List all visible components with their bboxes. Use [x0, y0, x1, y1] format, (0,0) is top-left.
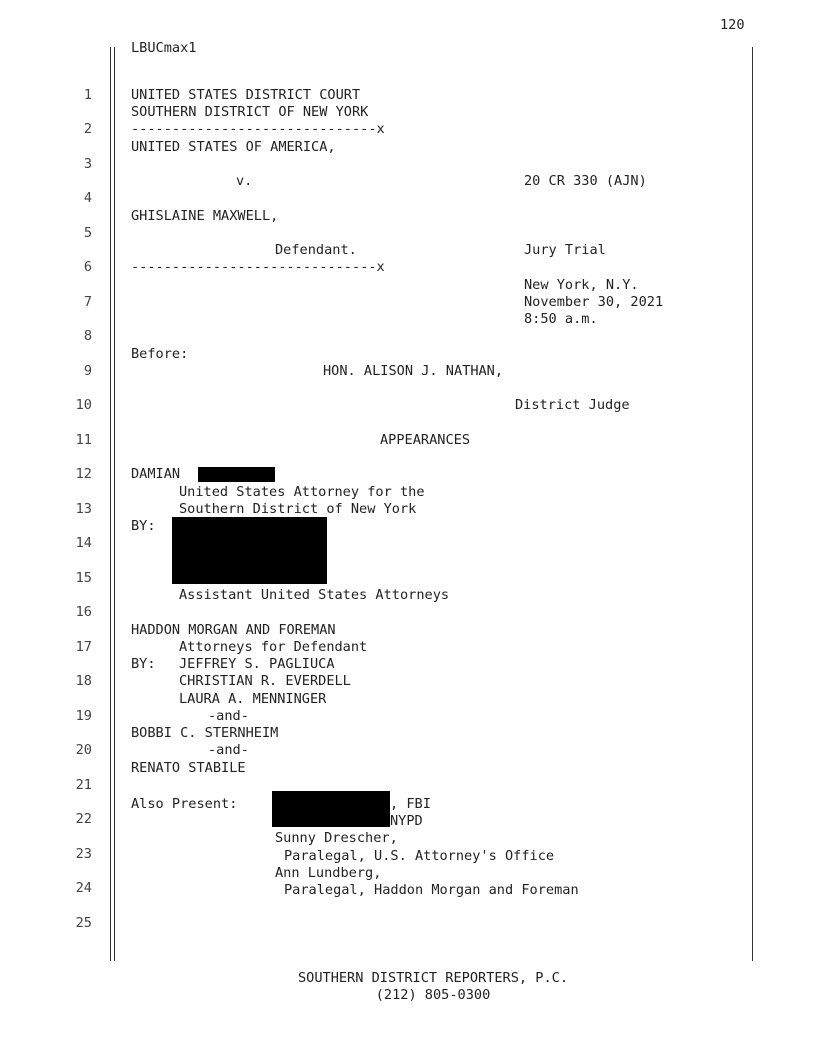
line-number: 21: [75, 777, 92, 793]
court-name: UNITED STATES DISTRICT COURT: [131, 87, 361, 103]
additional-counsel: RENATO STABILE: [131, 760, 246, 776]
left-margin-rule-outer: [110, 47, 111, 961]
us-attorney-role-line2: Southern District of New York: [179, 501, 417, 517]
page-number: 120: [720, 17, 745, 33]
line-number: 5: [83, 225, 92, 241]
hearing-time: 8:50 a.m.: [524, 311, 598, 327]
line-number: 4: [83, 190, 92, 206]
redaction-box: [172, 517, 327, 584]
line-number: 19: [75, 708, 92, 724]
line-number: 13: [75, 501, 92, 517]
present-person-role: Paralegal, Haddon Morgan and Foreman: [284, 882, 579, 898]
hearing-date: November 30, 2021: [524, 294, 664, 310]
left-margin-rule-inner: [114, 47, 115, 961]
nypd-suffix: NYPD: [390, 813, 423, 829]
line-number: 14: [75, 535, 92, 551]
line-number: 23: [75, 846, 92, 862]
line-number: 7: [83, 294, 92, 310]
present-person-name: Ann Lundberg,: [275, 865, 382, 881]
and-separator: -and-: [208, 708, 249, 724]
appearances-heading: APPEARANCES: [380, 432, 471, 448]
line-number: 24: [75, 880, 92, 896]
us-attorney-role-line1: United States Attorney for the: [179, 484, 425, 500]
line-number: 15: [75, 570, 92, 586]
defense-by-label: BY:: [131, 656, 156, 672]
line-number: 3: [83, 156, 92, 172]
assistants-label: Assistant United States Attorneys: [179, 587, 450, 603]
footer-phone: (212) 805-0300: [375, 987, 491, 1003]
versus-label: v.: [236, 173, 253, 189]
present-person-role: Paralegal, U.S. Attorney's Office: [284, 848, 555, 864]
line-number: 1: [83, 87, 92, 103]
line-number: 8: [83, 328, 92, 344]
line-number: 9: [83, 363, 92, 379]
line-number: 16: [75, 604, 92, 620]
judge-name: HON. ALISON J. NATHAN,: [323, 363, 504, 379]
line-number: 25: [75, 915, 92, 931]
footer-reporter: SOUTHERN DISTRICT REPORTERS, P.C.: [297, 970, 569, 986]
defense-attorney: JEFFREY S. PAGLIUCA: [179, 656, 335, 672]
header-code: LBUCmax1: [131, 40, 197, 56]
court-district: SOUTHERN DISTRICT OF NEW YORK: [131, 104, 369, 120]
defense-role: Attorneys for Defendant: [179, 639, 368, 655]
redaction-box: [272, 791, 390, 827]
case-number: 20 CR 330 (AJN): [524, 173, 647, 189]
and-separator: -and-: [208, 742, 249, 758]
line-number: 20: [75, 742, 92, 758]
present-person-name: Sunny Drescher,: [275, 830, 398, 846]
caption-divider-top: ------------------------------x: [131, 121, 385, 137]
redaction-box: [198, 467, 275, 482]
hearing-location: New York, N.Y.: [524, 277, 639, 293]
caption-divider-bottom: ------------------------------x: [131, 259, 385, 275]
fbi-suffix: , FBI: [390, 796, 431, 812]
additional-counsel: BOBBI C. STERNHEIM: [131, 725, 279, 741]
judge-title: District Judge: [515, 397, 630, 413]
line-number: 6: [83, 259, 92, 275]
line-number: 22: [75, 811, 92, 827]
also-present-label: Also Present:: [131, 796, 238, 812]
us-attorney-first-name: DAMIAN: [131, 466, 181, 482]
line-number: 11: [75, 432, 92, 448]
proceeding-type: Jury Trial: [524, 242, 606, 258]
defendant-label: Defendant.: [275, 242, 357, 258]
plaintiff-name: UNITED STATES OF AMERICA,: [131, 139, 336, 155]
defense-firm: HADDON MORGAN AND FOREMAN: [131, 622, 336, 638]
line-number: 17: [75, 639, 92, 655]
before-label: Before:: [131, 346, 189, 362]
prosecution-by-label: BY:: [131, 518, 156, 534]
line-number: 18: [75, 673, 92, 689]
defendant-name: GHISLAINE MAXWELL,: [131, 208, 279, 224]
line-number: 10: [75, 397, 92, 413]
defense-attorney: CHRISTIAN R. EVERDELL: [179, 673, 351, 689]
defense-attorney: LAURA A. MENNINGER: [179, 691, 327, 707]
line-number: 12: [75, 466, 92, 482]
line-number: 2: [83, 121, 92, 137]
right-margin-rule: [752, 47, 753, 961]
